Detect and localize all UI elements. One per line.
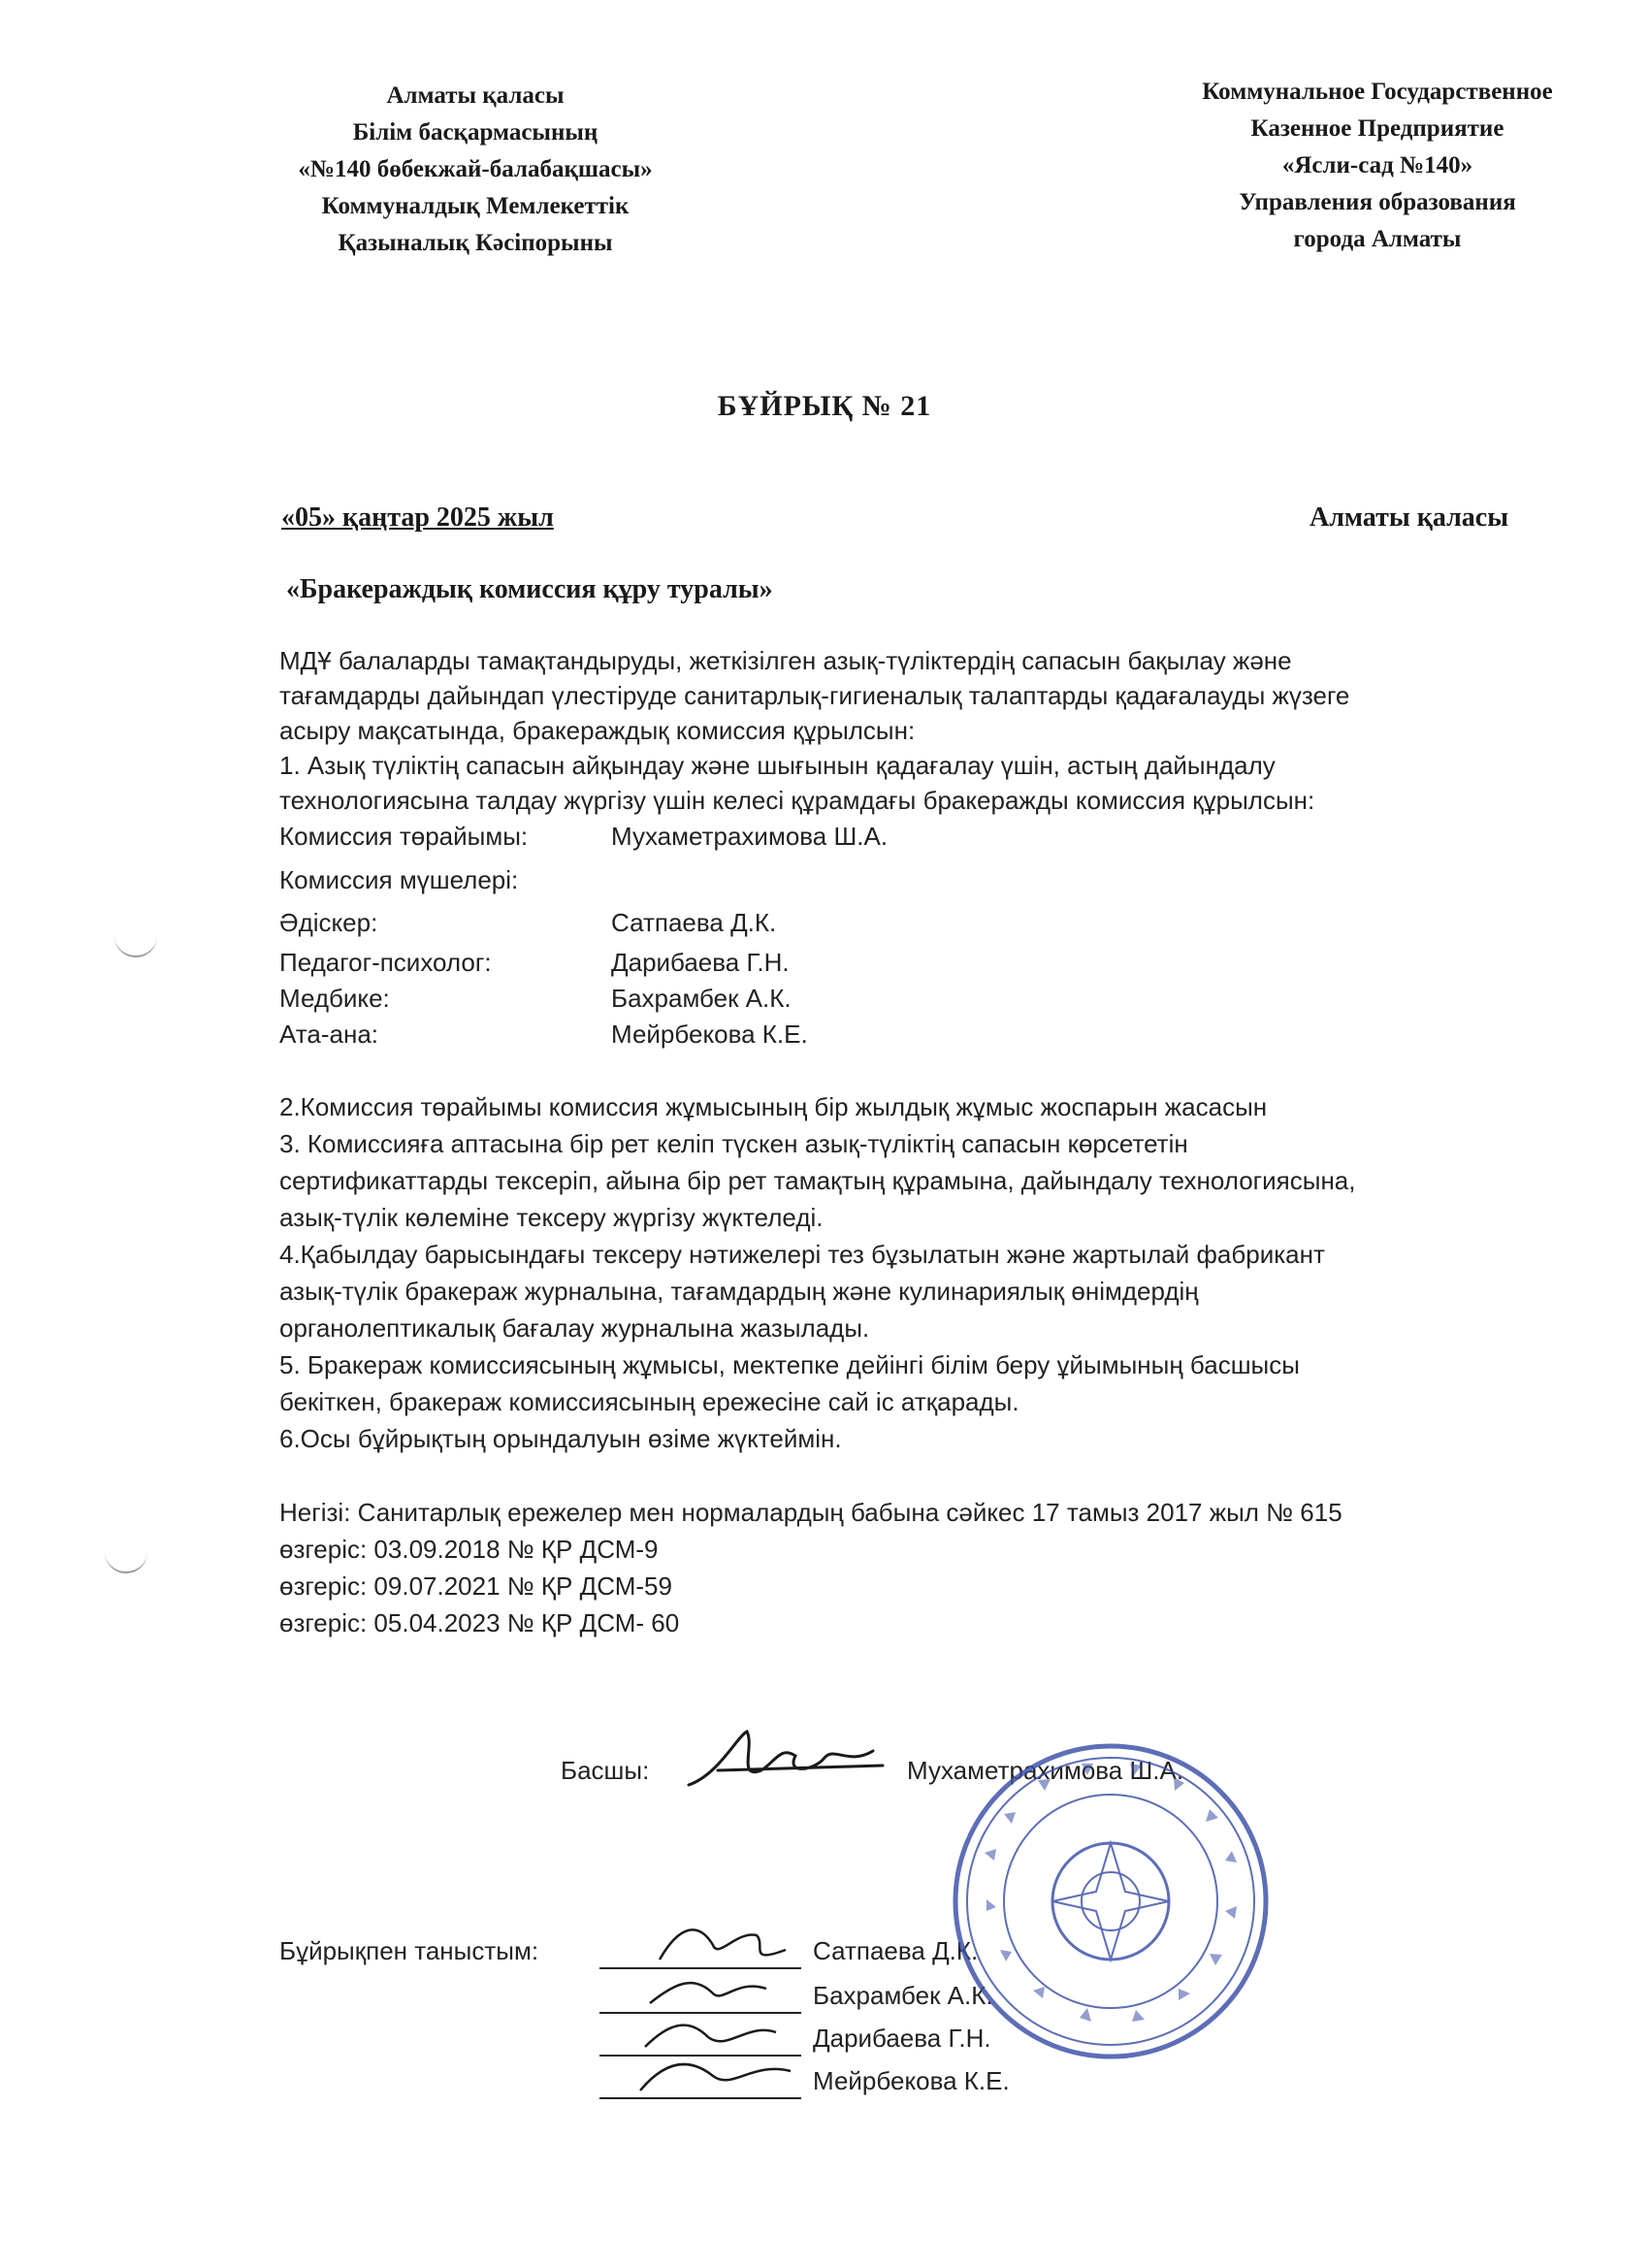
order-city: Алматы қаласы <box>1310 502 1509 533</box>
header-right-line: Коммунальное Государственное <box>1202 79 1553 105</box>
ack-name: Дарибаева Г.Н. <box>813 2024 991 2053</box>
header-right-line: «Ясли-сад №140» <box>1281 152 1473 178</box>
basis-line: өзгеріс: 05.04.2023 № ҚР ДСМ- 60 <box>279 1608 680 1637</box>
order-date: «05» қаңтар 2025 жыл <box>281 502 554 533</box>
point-line: сертификаттарды тексеріп, айына бір рет тамақтың құрамына, дайындалу технологиясына, <box>279 1166 1356 1195</box>
member-name: Мейрбекова К.Е. <box>611 1020 808 1049</box>
official-stamp <box>946 1736 1276 2066</box>
header-left-line: Қазыналық Кәсіпорыны <box>338 230 613 256</box>
basis-line: Негізі: Санитарлық ережелер мен нормалардың бабына сәйкес 17 тамыз 2017 жыл № 615 <box>279 1498 1342 1527</box>
intro-line: асыру мақсатында, бракераждық комиссия құрылсын: <box>279 716 916 745</box>
header-right-line: города Алматы <box>1293 226 1462 252</box>
member-role: Педагог-психолог: <box>279 948 492 977</box>
chair-name: Мухаметрахимова Ш.А. <box>611 822 889 851</box>
member-name: Бахрамбек А.К. <box>611 984 792 1013</box>
ack-name: Мейрбекова К.Е. <box>813 2066 1010 2095</box>
ack-label: Бұйрықпен таныстым: <box>279 1936 539 1965</box>
basis-line: өзгеріс: 03.09.2018 № ҚР ДСМ-9 <box>279 1535 659 1564</box>
member-role: Әдіскер: <box>279 908 378 937</box>
director-signature <box>679 1717 892 1804</box>
point-line: 2.Комиссия төрайымы комиссия жұмысының бір жылдық жұмыс жоспарын жасасын <box>279 1092 1268 1121</box>
point-line: органолептикалық бағалау журналына жазылады. <box>279 1313 870 1343</box>
punch-hole <box>105 1542 147 1573</box>
point-line: бекіткен, бракераж комиссиясының ережесіне сай іс атқарады. <box>279 1387 1019 1416</box>
header-right-line: Управления образования <box>1239 189 1516 215</box>
header-left-line: «№140 бөбекжай-балабақшасы» <box>298 156 653 182</box>
punch-hole <box>114 926 157 957</box>
header-left <box>233 78 718 262</box>
order-title: БҰЙРЫҚ № 21 <box>717 390 932 422</box>
point-line: 5. Бракераж комиссиясының жұмысы, мектепке дейінгі білім беру ұйымының басшысы <box>279 1350 1300 1379</box>
header-left-line: Білім басқармасының <box>352 119 598 146</box>
ack-signatures <box>621 1906 815 2100</box>
chair-label: Комиссия төрайымы: <box>279 822 529 851</box>
intro-line: 1. Азық түліктің сапасын айқындау және шығынын қадағалау үшін, астың дайындалу <box>279 751 1276 780</box>
header-right <box>1135 74 1620 258</box>
members-label: Комиссия мүшелері: <box>279 865 519 894</box>
point-line: азық-түлік көлеміне тексеру жүргізу жүктеледі. <box>279 1203 824 1232</box>
point-line: 6.Осы бұйрықтың орындалуын өзіме жүктеймін. <box>279 1424 842 1453</box>
member-role: Медбике: <box>279 984 390 1013</box>
signer-label: Басшы: <box>561 1756 650 1785</box>
point-line: азық-түлік бракераж журналына, тағамдардың және кулинариялық өнімдердің <box>279 1277 1199 1306</box>
intro-line: технологиясына талдау жүргізу үшін келесі құрамдағы бракеражды комиссия құрылсын: <box>279 786 1315 815</box>
member-role: Ата-ана: <box>279 1020 379 1049</box>
ack-name: Бахрамбек А.К. <box>813 1981 993 2010</box>
basis-line: өзгеріс: 09.07.2021 № ҚР ДСМ-59 <box>279 1571 672 1601</box>
intro-line: тағамдарды дайындап үлестіруде санитарлық-гигиеналық талаптарды қадағалауды жүзеге <box>279 681 1350 710</box>
point-line: 3. Комиссияға аптасына бір рет келіп түскен азық-түліктің сапасын көрсететін <box>279 1129 1188 1158</box>
intro-line: МДҰ балаларды тамақтандыруды, жеткізілген азық-түліктердің сапасын бақылау және <box>279 646 1292 675</box>
header-right-line: Казенное Предприятие <box>1250 115 1504 142</box>
header-left-line: Алматы қаласы <box>386 82 565 109</box>
member-name: Сатпаева Д.К. <box>611 908 777 937</box>
member-name: Дарибаева Г.Н. <box>611 948 790 977</box>
ack-name: Сатпаева Д.К. <box>813 1936 979 1965</box>
point-line: 4.Қабылдау барысындағы тексеру нәтижелері тез бұзылатын және жартылай фабрикант <box>279 1240 1325 1269</box>
order-subject: «Бракераждық комиссия құру туралы» <box>286 574 773 604</box>
header-left-line: Коммуналдық Мемлекеттік <box>321 193 630 219</box>
signer-name: Мухаметрахимова Ш.А. <box>907 1756 1184 1785</box>
